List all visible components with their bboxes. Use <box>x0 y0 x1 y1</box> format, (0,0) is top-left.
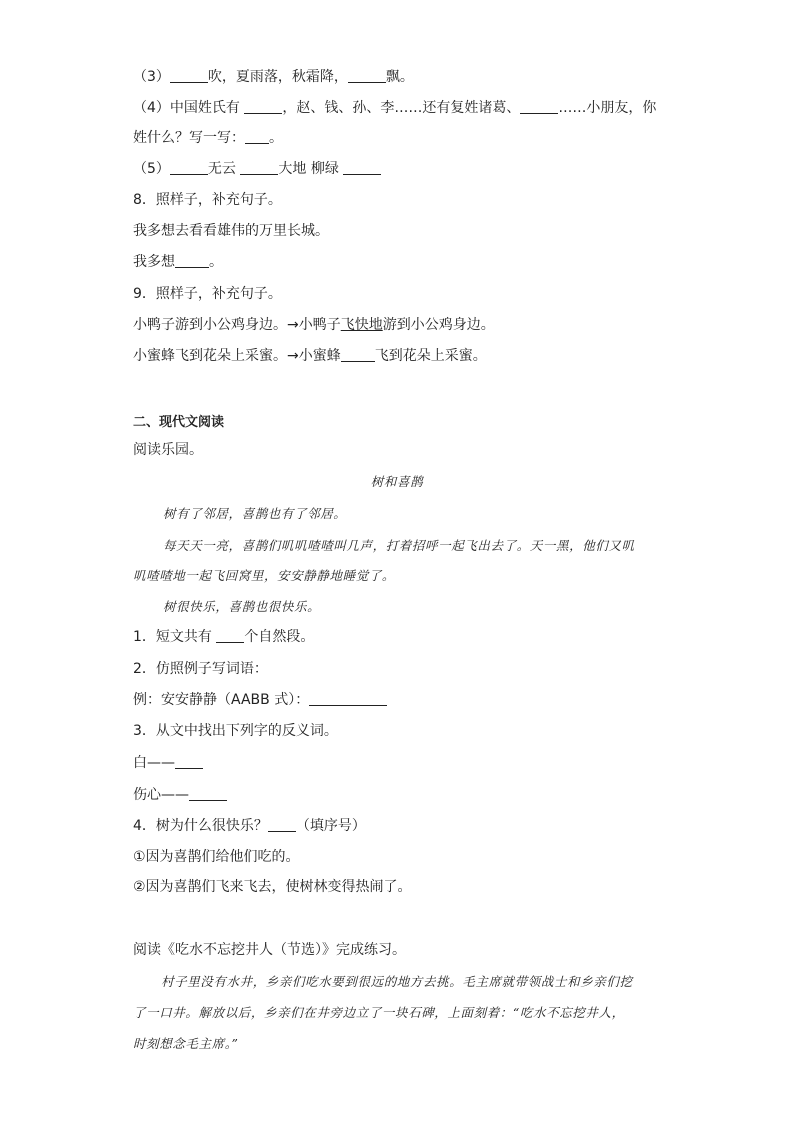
sentence-text: ……小朋友，你 <box>558 100 657 116</box>
q7-item-4-cont <box>133 128 283 148</box>
answer-blank[interactable] <box>244 99 282 114</box>
sentence-text: 。 <box>269 130 283 146</box>
item-number: （3） <box>133 69 170 85</box>
sentence-text: 游到小公鸡身边。 <box>382 317 495 333</box>
sentence-text: ，赵、钱、孙、李……还有复姓诸葛、 <box>282 100 521 116</box>
reading-q4 <box>133 816 366 836</box>
answer-blank[interactable] <box>343 160 381 175</box>
q7-item-4 <box>133 98 656 118</box>
q8-task <box>133 252 223 272</box>
passage2-line-2: 了一口井。解放以后，乡亲们在井旁边立了一块石碑，上面刻着：“吃水不忘挖井人， <box>133 1005 625 1020</box>
story-paragraph-2-cont: 叽喳喳地一起飞回窝里，安安静静地睡觉了。 <box>133 568 396 583</box>
question-text: 例：安安静静（AABB 式）： <box>133 692 310 708</box>
question-text: （填序号） <box>295 818 366 834</box>
passage2-line-1: 村子里没有水井，乡亲们吃水要到很远的地方去挑。毛主席就带领战士和乡亲们挖 <box>161 974 633 989</box>
story-paragraph-3: 树很快乐，喜鹊也很快乐。 <box>163 599 321 614</box>
answer-blank[interactable] <box>348 68 386 83</box>
sentence-text: 我多想 <box>133 254 175 270</box>
question-text: 4．树为什么很快乐？ <box>133 818 268 834</box>
answer-blank[interactable] <box>309 691 387 706</box>
sentence-text: 姓什么？写一写： <box>133 130 245 146</box>
underlined-word: 飞快地 <box>340 317 383 333</box>
sentence-text: 飘。 <box>385 69 414 85</box>
q9-title: 9．照样子，补充句子。 <box>133 286 282 302</box>
q9-example <box>133 315 495 335</box>
answer-blank[interactable] <box>268 817 296 832</box>
story-paragraph-1: 树有了邻居，喜鹊也有了邻居。 <box>163 506 347 521</box>
answer-blank[interactable] <box>189 786 227 801</box>
reading-q3-a <box>133 753 203 773</box>
question-text: 个自然段。 <box>244 629 315 645</box>
q8-example: 我多想去看看雄伟的万里长城。 <box>133 223 329 239</box>
sentence-text: （4）中国姓氏有 <box>133 100 245 116</box>
answer-blank[interactable] <box>170 68 208 83</box>
reading-q1 <box>133 627 314 647</box>
answer-blank[interactable] <box>240 160 278 175</box>
reading-q3: 3．从文中找出下列字的反义词。 <box>133 723 338 739</box>
answer-blank[interactable] <box>520 99 558 114</box>
reading-q3-b <box>133 785 227 805</box>
reading-q4-option-2: ②因为喜鹊们飞来飞去，使树林变得热闹了。 <box>133 879 412 895</box>
question-text: 1．短文共有 <box>133 629 217 645</box>
story-paragraph-2: 每天天一亮，喜鹊们叽叽喳喳叫几声，打着招呼一起飞出去了。天一黑，他们又叽 <box>163 538 635 553</box>
q7-item-5 <box>133 159 381 179</box>
answer-blank[interactable] <box>170 160 208 175</box>
answer-blank[interactable] <box>245 129 269 144</box>
sentence-text: 。 <box>209 254 223 270</box>
passage2-line-3: 时刻想念毛主席。” <box>133 1036 239 1051</box>
story-title: 树和喜鹊 <box>370 474 424 489</box>
question-text: 白—— <box>133 755 175 771</box>
reading-q2: 2．仿照例子写词语： <box>133 661 268 677</box>
sentence-text: 无云 <box>207 161 241 177</box>
sentence-text: 大地 柳绿 <box>278 161 344 177</box>
answer-blank[interactable] <box>175 253 209 268</box>
question-text: 伤心—— <box>133 787 189 803</box>
q8-title: 8．照样子，补充句子。 <box>133 192 282 208</box>
sentence-text: 小鸭子游到小公鸡身边。→小鸭子 <box>133 317 341 333</box>
sentence-text: 吹，夏雨落，秋霜降， <box>207 69 348 85</box>
section-heading: 二、现代文阅读 <box>133 415 225 430</box>
sentence-text: 小蜜蜂飞到花朵上采蜜。→小蜜蜂 <box>133 348 341 364</box>
item-number: （5） <box>133 161 170 177</box>
answer-blank[interactable] <box>175 754 203 769</box>
answer-blank[interactable] <box>341 347 375 362</box>
reading-q2-example <box>133 690 387 710</box>
answer-blank[interactable] <box>216 628 244 643</box>
sentence-text: 飞到花朵上采蜜。 <box>374 348 487 364</box>
q9-task <box>133 346 487 366</box>
passage2-intro: 阅读《吃水不忘挖井人（节选）》完成练习。 <box>133 942 406 958</box>
reading-intro: 阅读乐园。 <box>133 442 203 458</box>
reading-q4-option-1: ①因为喜鹊们给他们吃的。 <box>133 849 300 865</box>
q7-item-3 <box>133 67 414 87</box>
